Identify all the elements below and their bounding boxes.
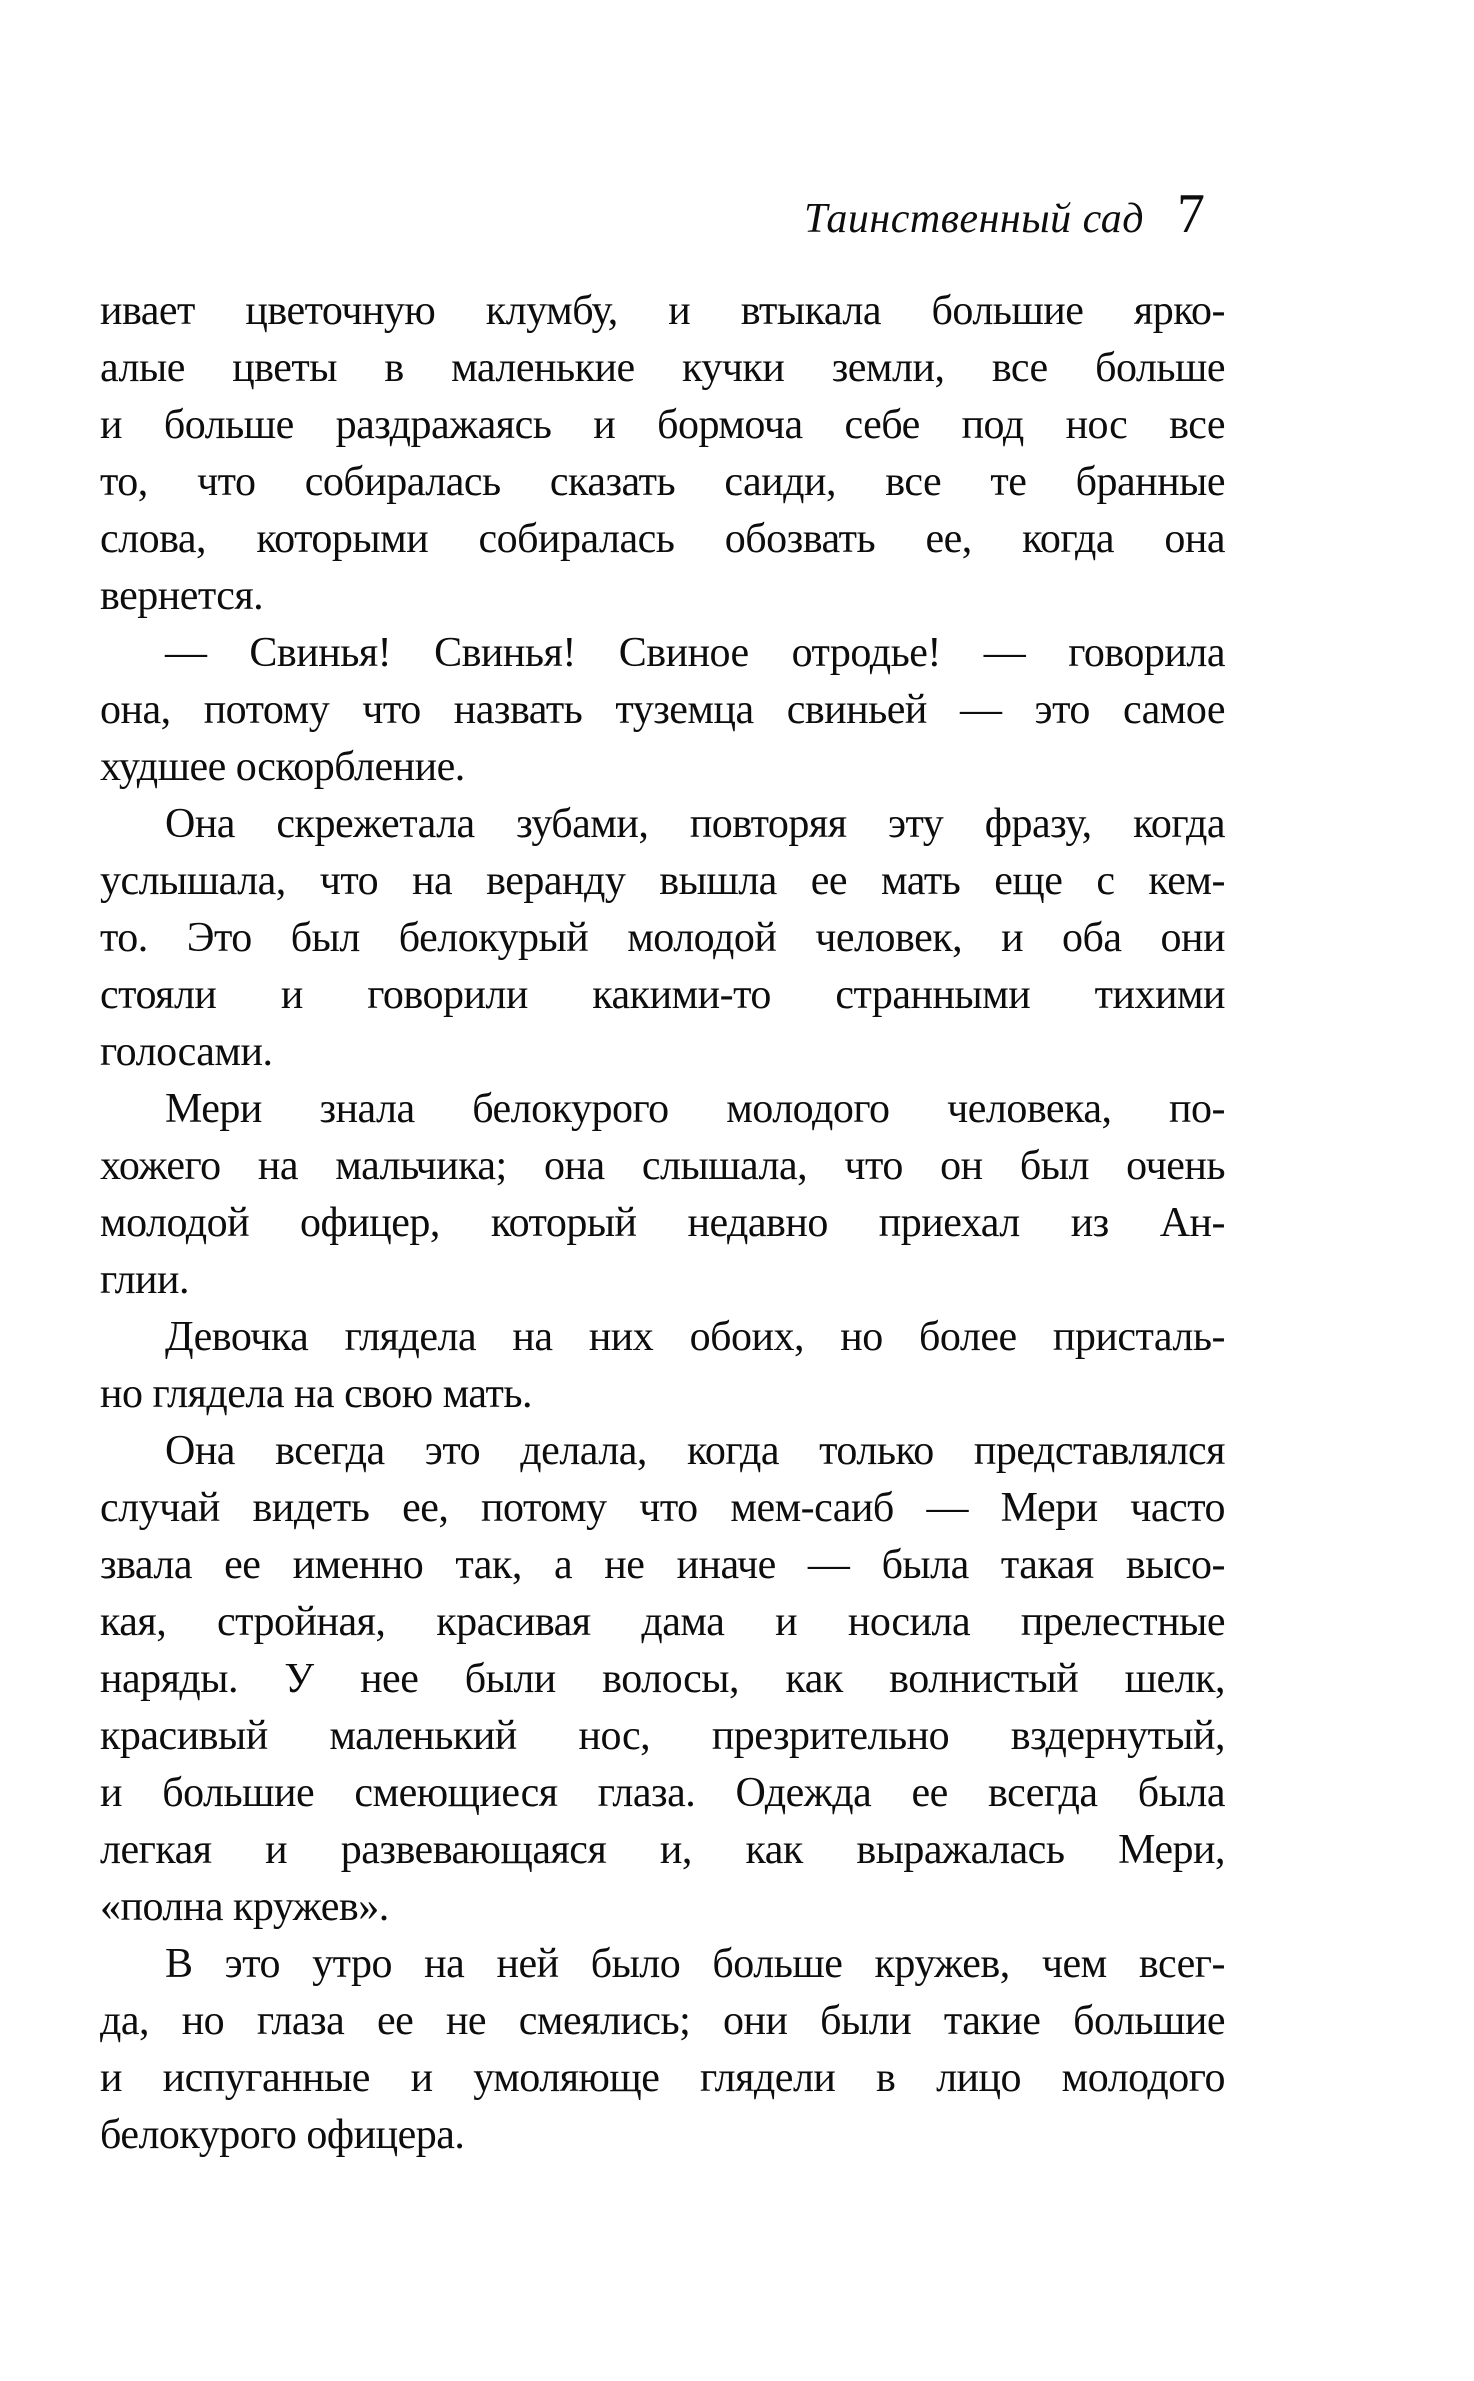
- text-line: да, но глаза ее не смеялись; они были такие большие: [100, 1998, 1225, 2044]
- text-line: глии.: [100, 1257, 190, 1303]
- text-line: то, что собиралась сказать саиди, все те бранные: [100, 459, 1225, 505]
- text-line: голосами.: [100, 1029, 273, 1075]
- text-line: и испуганные и умоляюще глядели в лицо молодого: [100, 2055, 1225, 2101]
- text-line: то. Это был белокурый молодой человек, и оба они: [100, 915, 1225, 961]
- running-title: Таинственный сад: [804, 196, 1144, 242]
- page-number: 7: [1177, 183, 1205, 245]
- text-line: В это утро на ней было больше кружев, чем всег-: [165, 1941, 1225, 1987]
- text-line: звала ее именно так, а не иначе — была такая высо-: [100, 1542, 1225, 1588]
- text-line: хожего на мальчика; она слышала, что он был очень: [100, 1143, 1225, 1189]
- text-line: и большие смеющиеся глаза. Одежда ее всегда была: [100, 1770, 1225, 1816]
- text-line: Мери знала белокурого молодого человека, по-: [165, 1086, 1225, 1132]
- paragraph: [100, 1423, 1225, 1936]
- text-line: молодой офицер, который недавно приехал из Ан-: [100, 1200, 1225, 1246]
- text-line: белокурого офицера.: [100, 2112, 465, 2158]
- text-line: услышала, что на веранду вышла ее мать еще с кем-: [100, 858, 1225, 904]
- page-header: [100, 182, 1225, 246]
- text-line: вернется.: [100, 573, 264, 619]
- paragraph: [100, 1309, 1225, 1423]
- text-line: красивый маленький нос, презрительно вздернутый,: [100, 1713, 1225, 1759]
- paragraph: [100, 283, 1225, 625]
- text-line: «полна кружев».: [100, 1884, 389, 1930]
- paragraph: [100, 1936, 1225, 2164]
- text-line: легкая и развевающаяся и, как выражалась Мери,: [100, 1827, 1225, 1873]
- text-block: [100, 283, 1225, 2164]
- paragraph: [100, 625, 1225, 796]
- text-line: наряды. У нее были волосы, как волнистый шелк,: [100, 1656, 1225, 1702]
- text-line: и больше раздражаясь и бормоча себе под нос все: [100, 402, 1225, 448]
- text-line: кая, стройная, красивая дама и носила прелестные: [100, 1599, 1225, 1645]
- text-line: Она всегда это делала, когда только представлялся: [165, 1428, 1225, 1474]
- text-line: случай видеть ее, потому что мем-саиб — Мери часто: [100, 1485, 1225, 1531]
- text-line: худшее оскорбление.: [100, 744, 465, 790]
- text-line: — Свинья! Свинья! Свиное отродье! — говорила: [165, 630, 1225, 676]
- text-line: но глядела на свою мать.: [100, 1371, 532, 1417]
- text-line: Она скрежетала зубами, повторяя эту фразу, когда: [165, 801, 1225, 847]
- text-line: она, потому что назвать туземца свиньей — это самое: [100, 687, 1225, 733]
- text-line: Девочка глядела на них обоих, но более присталь-: [165, 1314, 1225, 1360]
- text-line: ивает цветочную клумбу, и втыкала большие ярко-: [100, 288, 1225, 334]
- text-line: алые цветы в маленькие кучки земли, все больше: [100, 345, 1225, 391]
- paragraph: [100, 796, 1225, 1081]
- paragraph: [100, 1081, 1225, 1309]
- text-line: слова, которыми собиралась обозвать ее, когда она: [100, 516, 1225, 562]
- text-line: стояли и говорили какими-то странными тихими: [100, 972, 1225, 1018]
